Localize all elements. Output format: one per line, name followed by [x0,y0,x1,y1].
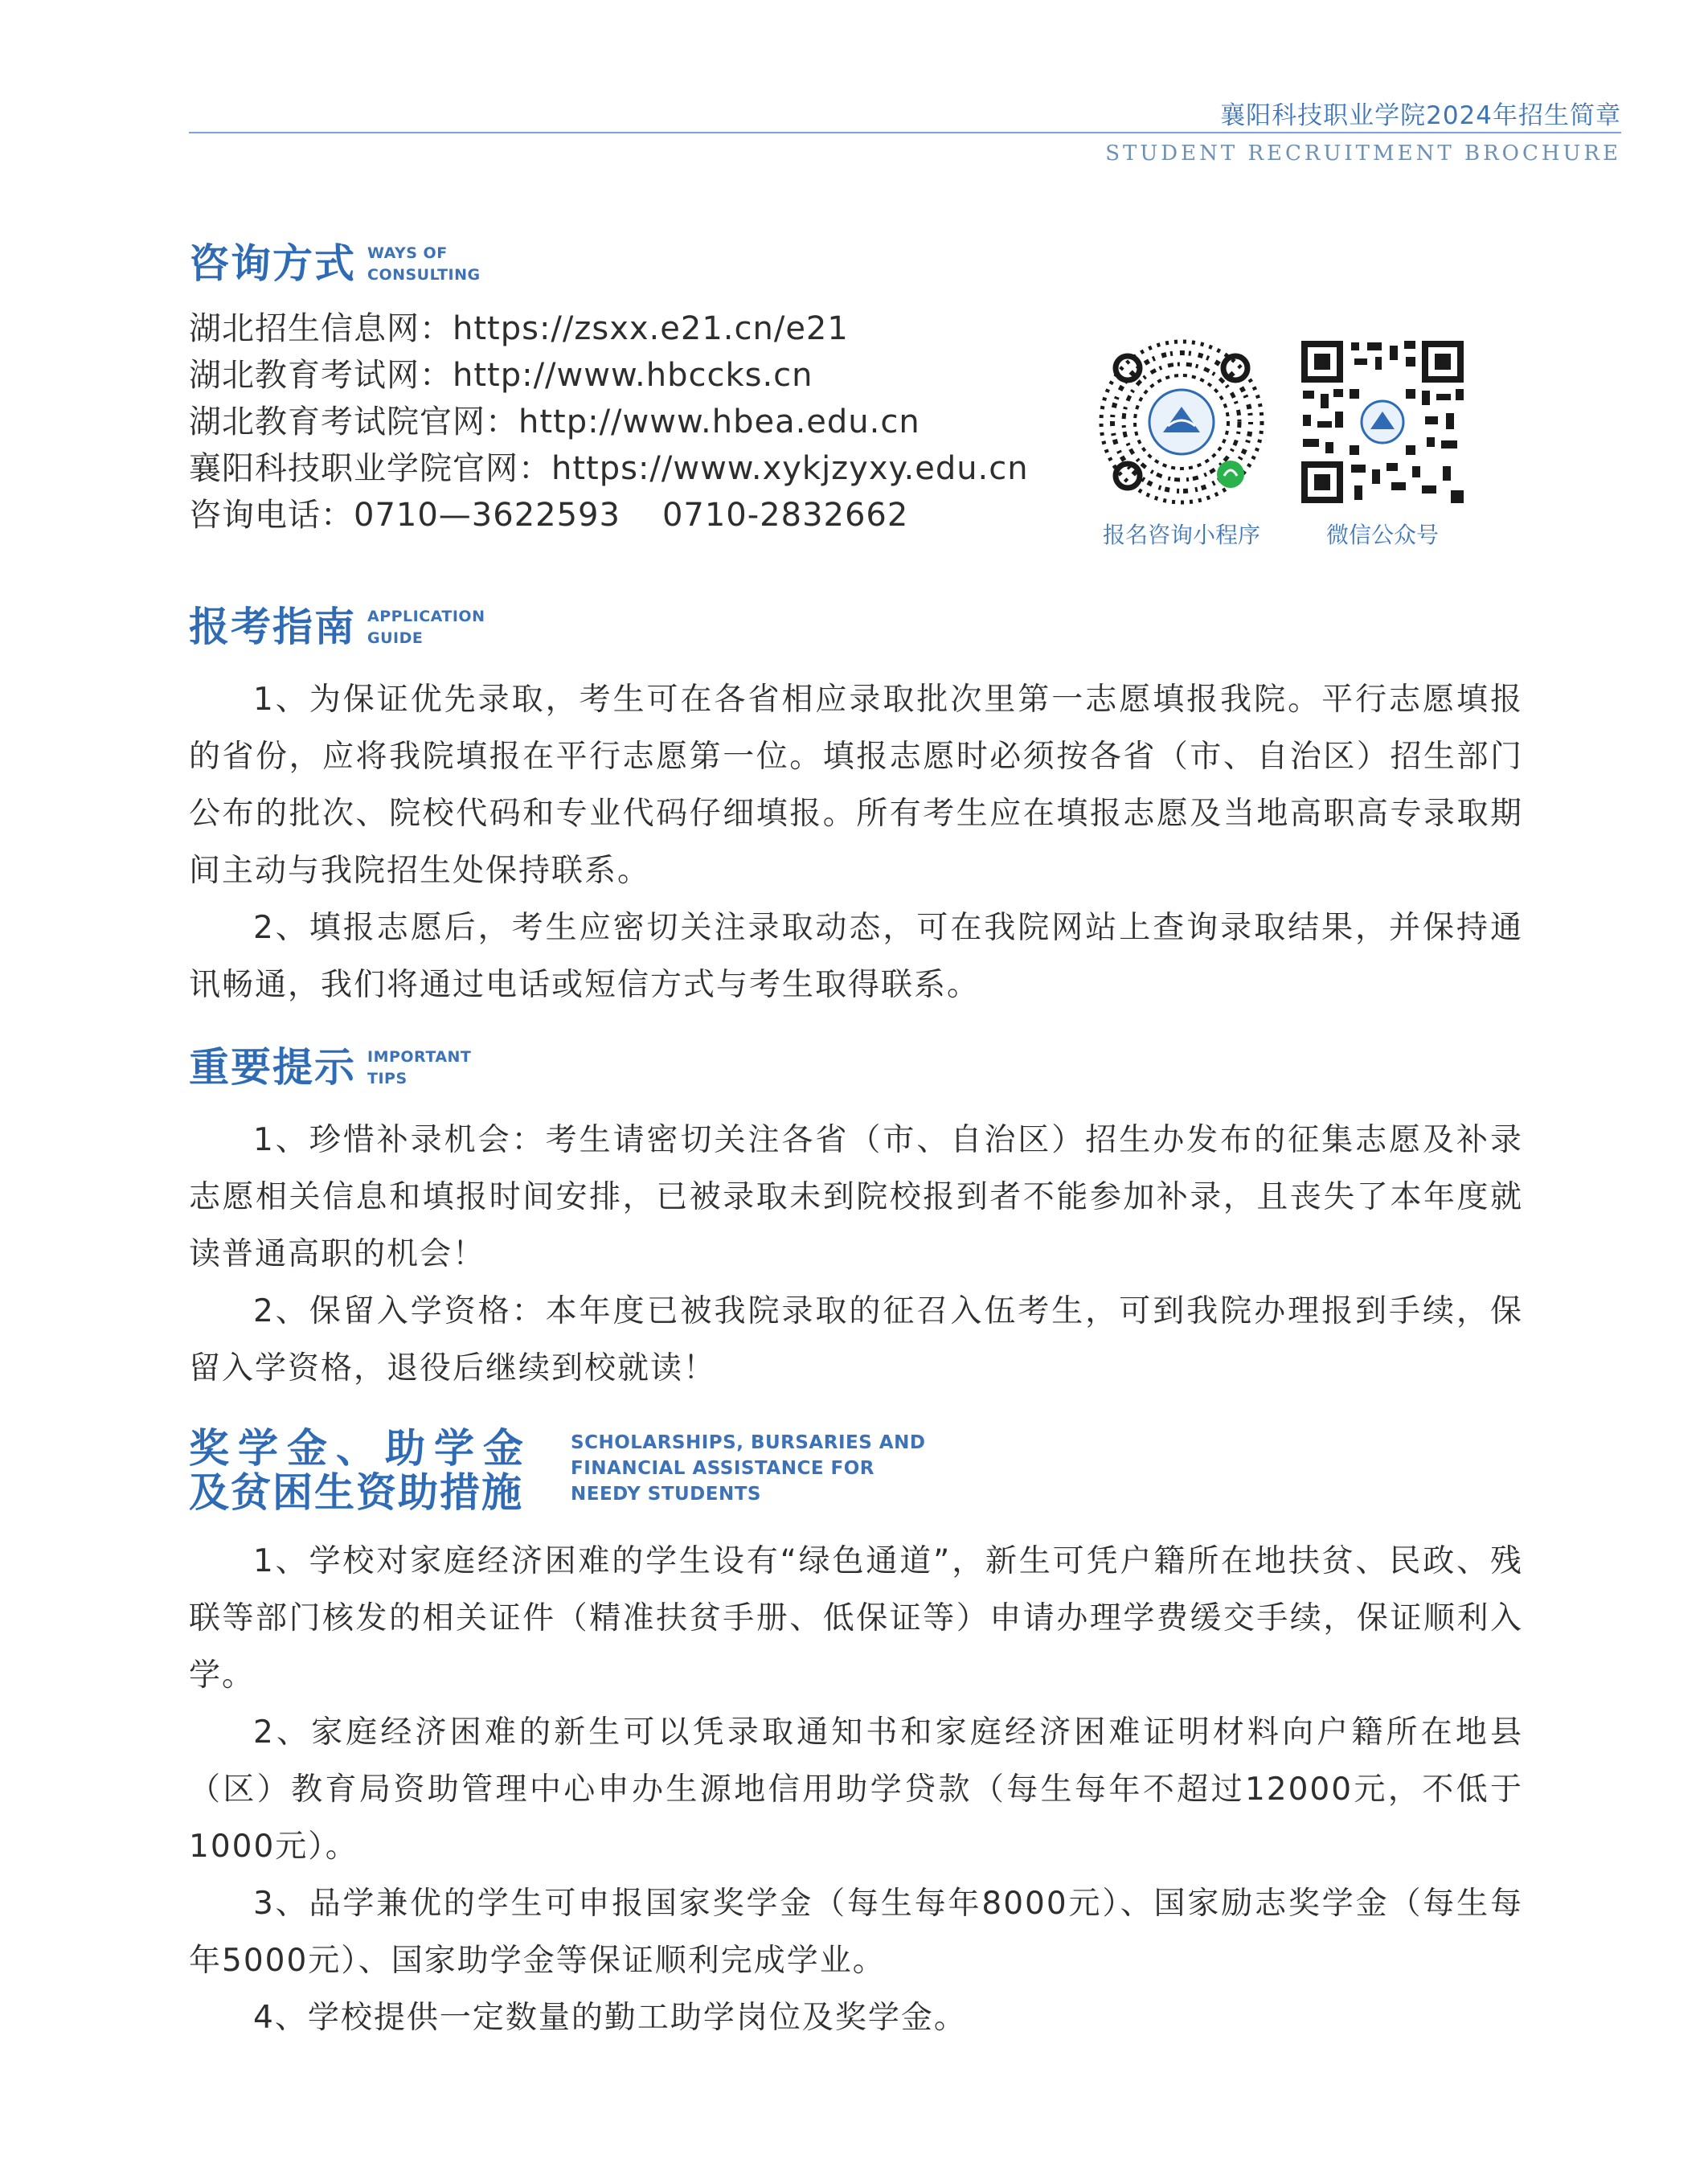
scholarship-heading-en [571,1430,925,1508]
tips-paragraph-1: 1、珍惜补录机会：考生请密切关注各省（市、自治区）招生办发布的征集志愿及补录志愿相关信息和填报时间安排，已被录取未到院校报到者不能参加补录，且丧失了本年度就读普通高职的机会！ [189,1121,1523,1272]
mini-program-label: 报名咨询小程序 [1102,522,1260,548]
consulting-heading-en-line-2: CONSULTING [367,265,481,284]
guide-heading-en [367,606,485,649]
scholarship-heading [189,1427,1523,1515]
tips-heading-cn: 重要提示 [189,1044,356,1091]
contact-line-hubei-exam-authority: 湖北教育考试院官网：http://www.hbea.edu.cn [189,403,920,440]
scholarship-heading-en-line-3: NEEDY STUDENTS [571,1484,761,1505]
guide-paragraph-1: 1、为保证优先录取，考生可在各省相应录取批次里第一志愿填报我院。平行志愿填报的省份，应将我院填报在平行志愿第一位。填报志愿时必须按各省（市、自治区）招生部门公布的批次、院校代码和专业代码仔细填报。所有考生应在填报志愿及当地高职高专录取期间主动与我院招生处保持联系。 [189,681,1523,889]
scholarship-heading-en-line-1: SCHOLARSHIPS, BURSARIES AND [571,1432,926,1453]
phone-number-2: 0710-2832662 [661,496,909,534]
consulting-heading-cn: 咨询方式 [189,240,356,287]
tips-paragraph-2: 2、保留入学资格：本年度已被我院录取的征召入伍考生，可到我院办理报到手续，保留入学资格，退役后继续到校就读！ [189,1292,1523,1386]
guide-heading [189,604,1523,651]
wechat-qr-code-icon [1298,338,1467,506]
phone-label: 咨询电话： [189,496,354,534]
brochure-subtitle: STUDENT RECRUITMENT BROCHURE [1105,141,1621,166]
wechat-label: 微信公众号 [1325,522,1439,548]
scholarship-paragraph-1: 1、学校对家庭经济困难的学生设有“绿色通道”，新生可凭户籍所在地扶贫、民政、残联等部门核发的相关证件（精准扶贫手册、低保证等）申请办理学费缓交手续，保证顺利入学。 [189,1543,1523,1694]
contact-line-college-site: 襄阳科技职业学院官网：https://www.xykjzyxy.edu.cn [189,449,1029,487]
consulting-heading-en-line-1: WAYS OF [367,244,448,262]
scholarship-heading-cn-line-1: 奖学金、助学金 [189,1425,532,1472]
consulting-heading-en [367,243,481,286]
mini-program-qr [1093,338,1270,550]
contact-line-hubei-admissions: 湖北招生信息网：https://zsxx.e21.cn/e21 [189,309,849,347]
tips-heading-en-line-1: IMPORTANT [367,1047,472,1066]
mini-program-code-icon [1097,338,1266,506]
scholarship-paragraph-3: 3、品学兼优的学生可申报国家奖学金（每生每年8000元）、国家励志奖学金（每生每年5000元）、国家助学金等保证顺利完成学业。 [189,1886,1523,1979]
guide-heading-cn: 报考指南 [189,604,356,650]
tips-heading [189,1045,1523,1092]
consulting-heading [189,241,1523,288]
guide-paragraph-2: 2、填报志愿后，考生应密切关注录取动态，可在我院网站上查询录取结果，并保持通讯畅通，我们将通过电话或短信方式与考生取得联系。 [189,909,1523,1003]
brochure-title: 襄阳科技职业学院2024年招生简章 [1220,101,1621,130]
phone-number-1: 0710—3622593 [354,496,621,534]
tips-heading-en [367,1046,471,1090]
scholarship-paragraph-4: 4、学校提供一定数量的勤工助学岗位及奖学金。 [253,2000,967,2036]
guide-heading-en-line-2: GUIDE [367,629,424,647]
scholarship-heading-en-line-2: FINANCIAL ASSISTANCE FOR [571,1458,875,1480]
scholarship-heading-cn [189,1427,532,1515]
guide-heading-en-line-1: APPLICATION [367,607,485,625]
header-divider [189,132,1621,133]
wechat-qr [1294,338,1471,550]
tips-section [189,1045,1523,1397]
scholarship-paragraph-2: 2、家庭经济困难的新生可以凭录取通知书和家庭经济困难证明材料向户籍所在地县（区）教育局资助管理中心申办生源地信用助学贷款（每生每年不超过12000元，不低于1000元）。 [189,1714,1523,1865]
contact-line-hubei-exam-site: 湖北教育考试网：http://www.hbccks.cn [189,356,813,394]
scholarship-heading-cn-line-2: 及贫困生资助措施 [189,1469,523,1516]
scholarship-section [189,1427,1523,2046]
tips-heading-en-line-2: TIPS [367,1069,408,1087]
guide-section [189,604,1523,1014]
